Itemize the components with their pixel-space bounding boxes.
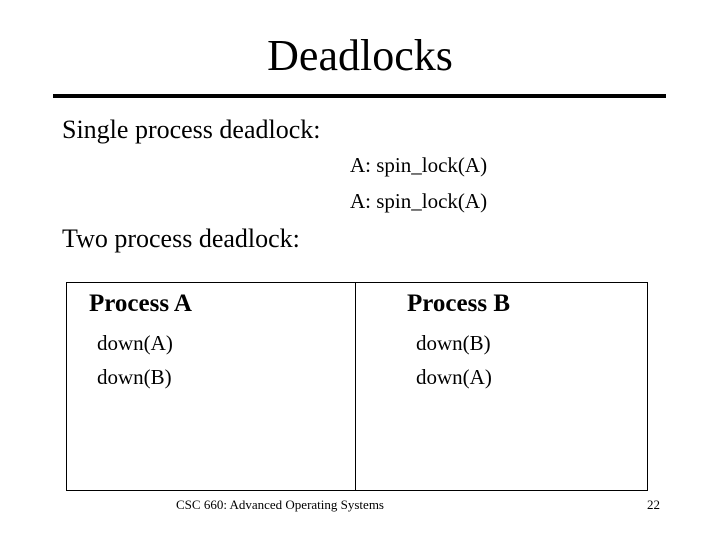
title-underline — [53, 94, 666, 98]
page-number: 22 — [647, 497, 660, 512]
process-a-column — [67, 283, 355, 490]
process-table — [66, 282, 648, 491]
code-line: A: spin_lock(A) — [350, 153, 488, 177]
process-b-op: down(A) — [416, 365, 492, 389]
process-b-op: down(B) — [416, 331, 491, 355]
process-b-header: Process B — [407, 290, 510, 317]
process-a-op: down(B) — [97, 365, 172, 389]
bullet-single-process: Single process deadlock: — [62, 115, 321, 144]
process-b-column — [356, 283, 648, 490]
code-line: A: spin_lock(A) — [350, 189, 488, 213]
slide-footer: CSC 660: Advanced Operating Systems — [176, 497, 384, 512]
process-a-header: Process A — [89, 290, 192, 317]
slide-title: Deadlocks — [267, 31, 453, 80]
process-a-op: down(A) — [97, 331, 173, 355]
bullet-two-process: Two process deadlock: — [62, 224, 300, 253]
